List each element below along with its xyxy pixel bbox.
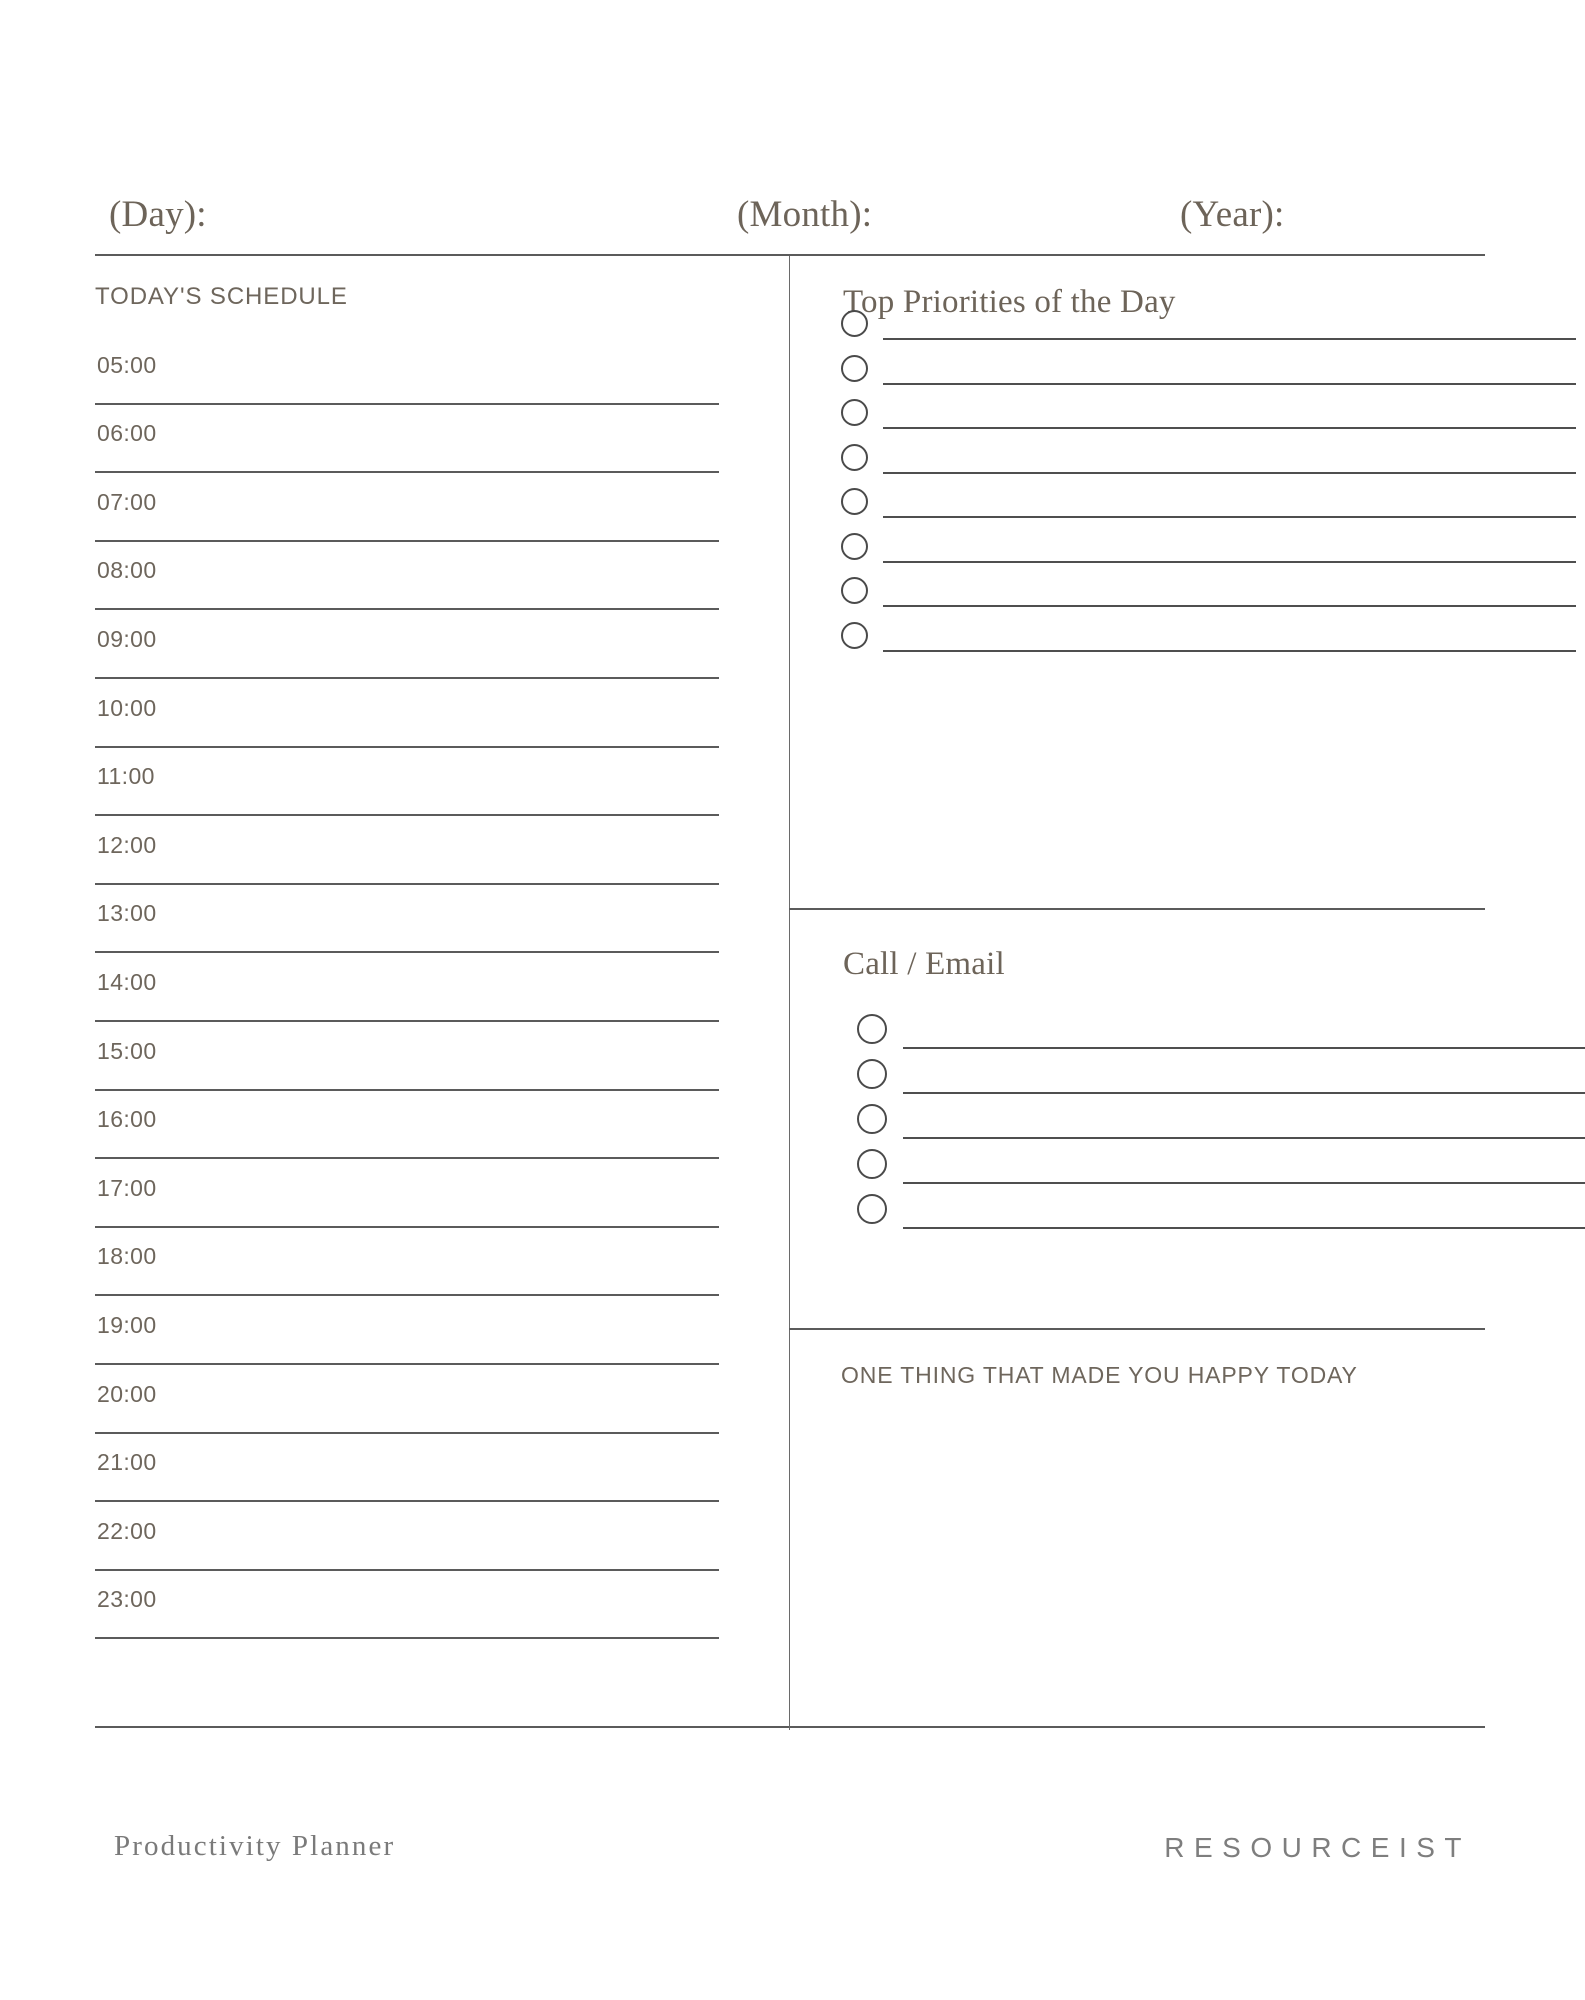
day-label: (Day): bbox=[109, 194, 207, 235]
priority-item[interactable] bbox=[789, 353, 1485, 398]
schedule-slot[interactable] bbox=[95, 1434, 719, 1503]
date-header bbox=[95, 188, 1485, 250]
schedule-slot[interactable] bbox=[95, 542, 719, 611]
calls-list bbox=[789, 1014, 1485, 1239]
schedule-slot-time: 17:00 bbox=[97, 1174, 157, 1201]
schedule-title: TODAY'S SCHEDULE bbox=[95, 283, 348, 310]
call-write-line[interactable] bbox=[903, 1092, 1585, 1094]
schedule-slot[interactable] bbox=[95, 953, 719, 1022]
priority-item[interactable] bbox=[789, 442, 1485, 487]
call-write-line[interactable] bbox=[903, 1227, 1585, 1229]
call-item[interactable] bbox=[789, 1059, 1485, 1104]
schedule-slot[interactable] bbox=[95, 885, 719, 954]
schedule-slot[interactable] bbox=[95, 610, 719, 679]
planner-grid bbox=[95, 254, 1485, 1728]
priority-item[interactable] bbox=[789, 620, 1485, 665]
schedule-slot[interactable] bbox=[95, 1502, 719, 1571]
happy-writing-area[interactable] bbox=[841, 1410, 1441, 1690]
year-label: (Year): bbox=[1180, 194, 1285, 235]
schedule-slot-time: 07:00 bbox=[97, 488, 157, 515]
call-write-line[interactable] bbox=[903, 1137, 1585, 1139]
schedule-slot-time: 08:00 bbox=[97, 557, 157, 584]
schedule-column bbox=[95, 256, 789, 1730]
call-write-line[interactable] bbox=[903, 1182, 1585, 1184]
happy-title: ONE THING THAT MADE YOU HAPPY TODAY bbox=[841, 1362, 1358, 1388]
call-write-line[interactable] bbox=[903, 1047, 1585, 1049]
priority-item[interactable] bbox=[789, 575, 1485, 620]
schedule-slot-time: 14:00 bbox=[97, 968, 157, 995]
schedule-slot[interactable] bbox=[95, 1296, 719, 1365]
footer-planner-name: Productivity Planner bbox=[114, 1830, 396, 1862]
call-item[interactable] bbox=[789, 1194, 1485, 1239]
call-item[interactable] bbox=[789, 1014, 1485, 1059]
right-column bbox=[789, 256, 1485, 1730]
schedule-slot[interactable] bbox=[95, 816, 719, 885]
call-checkbox-icon[interactable] bbox=[857, 1014, 887, 1044]
call-checkbox-icon[interactable] bbox=[857, 1149, 887, 1179]
priority-write-line[interactable] bbox=[883, 605, 1576, 607]
schedule-slot-time: 11:00 bbox=[97, 763, 155, 790]
schedule-slot[interactable] bbox=[95, 473, 719, 542]
calls-panel bbox=[789, 910, 1485, 1330]
schedule-slot-time: 13:00 bbox=[97, 900, 157, 927]
priorities-title: Top Priorities of the Day bbox=[843, 284, 1176, 320]
schedule-slot[interactable] bbox=[95, 1228, 719, 1297]
call-checkbox-icon[interactable] bbox=[857, 1194, 887, 1224]
calls-title: Call / Email bbox=[843, 946, 1005, 982]
priority-checkbox-icon[interactable] bbox=[841, 444, 868, 471]
priority-checkbox-icon[interactable] bbox=[841, 622, 868, 649]
priority-item[interactable] bbox=[789, 531, 1485, 576]
priority-checkbox-icon[interactable] bbox=[841, 310, 868, 337]
priority-write-line[interactable] bbox=[883, 650, 1576, 652]
schedule-slot-time: 22:00 bbox=[97, 1517, 157, 1544]
call-checkbox-icon[interactable] bbox=[857, 1059, 887, 1089]
priority-write-line[interactable] bbox=[883, 561, 1576, 563]
happy-panel bbox=[789, 1330, 1485, 1730]
schedule-slot[interactable] bbox=[95, 1159, 719, 1228]
schedule-slot-time: 18:00 bbox=[97, 1243, 157, 1270]
priority-checkbox-icon[interactable] bbox=[841, 533, 868, 560]
schedule-slot[interactable] bbox=[95, 679, 719, 748]
schedule-slot-time: 21:00 bbox=[97, 1449, 157, 1476]
schedule-slot-time: 23:00 bbox=[97, 1586, 157, 1613]
schedule-slot-list bbox=[95, 336, 719, 1639]
schedule-slot[interactable] bbox=[95, 405, 719, 474]
priority-item[interactable] bbox=[789, 486, 1485, 531]
priority-checkbox-icon[interactable] bbox=[841, 488, 868, 515]
schedule-slot-time: 09:00 bbox=[97, 625, 157, 652]
month-label: (Month): bbox=[737, 194, 873, 235]
schedule-slot-time: 20:00 bbox=[97, 1380, 157, 1407]
priority-item[interactable] bbox=[789, 397, 1485, 442]
schedule-slot[interactable] bbox=[95, 336, 719, 405]
schedule-slot[interactable] bbox=[95, 1571, 719, 1640]
priority-write-line[interactable] bbox=[883, 338, 1576, 340]
priority-checkbox-icon[interactable] bbox=[841, 577, 868, 604]
priorities-panel bbox=[789, 256, 1485, 910]
priorities-list bbox=[789, 308, 1485, 664]
schedule-slot-time: 05:00 bbox=[97, 351, 157, 378]
priority-item[interactable] bbox=[789, 308, 1485, 353]
footer-brand: RESOURCEIST bbox=[1164, 1832, 1471, 1863]
call-checkbox-icon[interactable] bbox=[857, 1104, 887, 1134]
priority-write-line[interactable] bbox=[883, 516, 1576, 518]
schedule-slot[interactable] bbox=[95, 1365, 719, 1434]
schedule-slot-time: 12:00 bbox=[97, 831, 157, 858]
schedule-slot[interactable] bbox=[95, 748, 719, 817]
call-item[interactable] bbox=[789, 1104, 1485, 1149]
schedule-slot[interactable] bbox=[95, 1091, 719, 1160]
schedule-slot-time: 16:00 bbox=[97, 1106, 157, 1133]
priority-write-line[interactable] bbox=[883, 383, 1576, 385]
schedule-slot-time: 06:00 bbox=[97, 420, 157, 447]
priority-write-line[interactable] bbox=[883, 472, 1576, 474]
schedule-slot-time: 10:00 bbox=[97, 694, 157, 721]
schedule-slot-time: 19:00 bbox=[97, 1311, 157, 1338]
schedule-slot[interactable] bbox=[95, 1022, 719, 1091]
priority-checkbox-icon[interactable] bbox=[841, 399, 868, 426]
priority-checkbox-icon[interactable] bbox=[841, 355, 868, 382]
page-footer bbox=[95, 1820, 1485, 1900]
schedule-slot-time: 15:00 bbox=[97, 1037, 157, 1064]
priority-write-line[interactable] bbox=[883, 427, 1576, 429]
call-item[interactable] bbox=[789, 1149, 1485, 1194]
